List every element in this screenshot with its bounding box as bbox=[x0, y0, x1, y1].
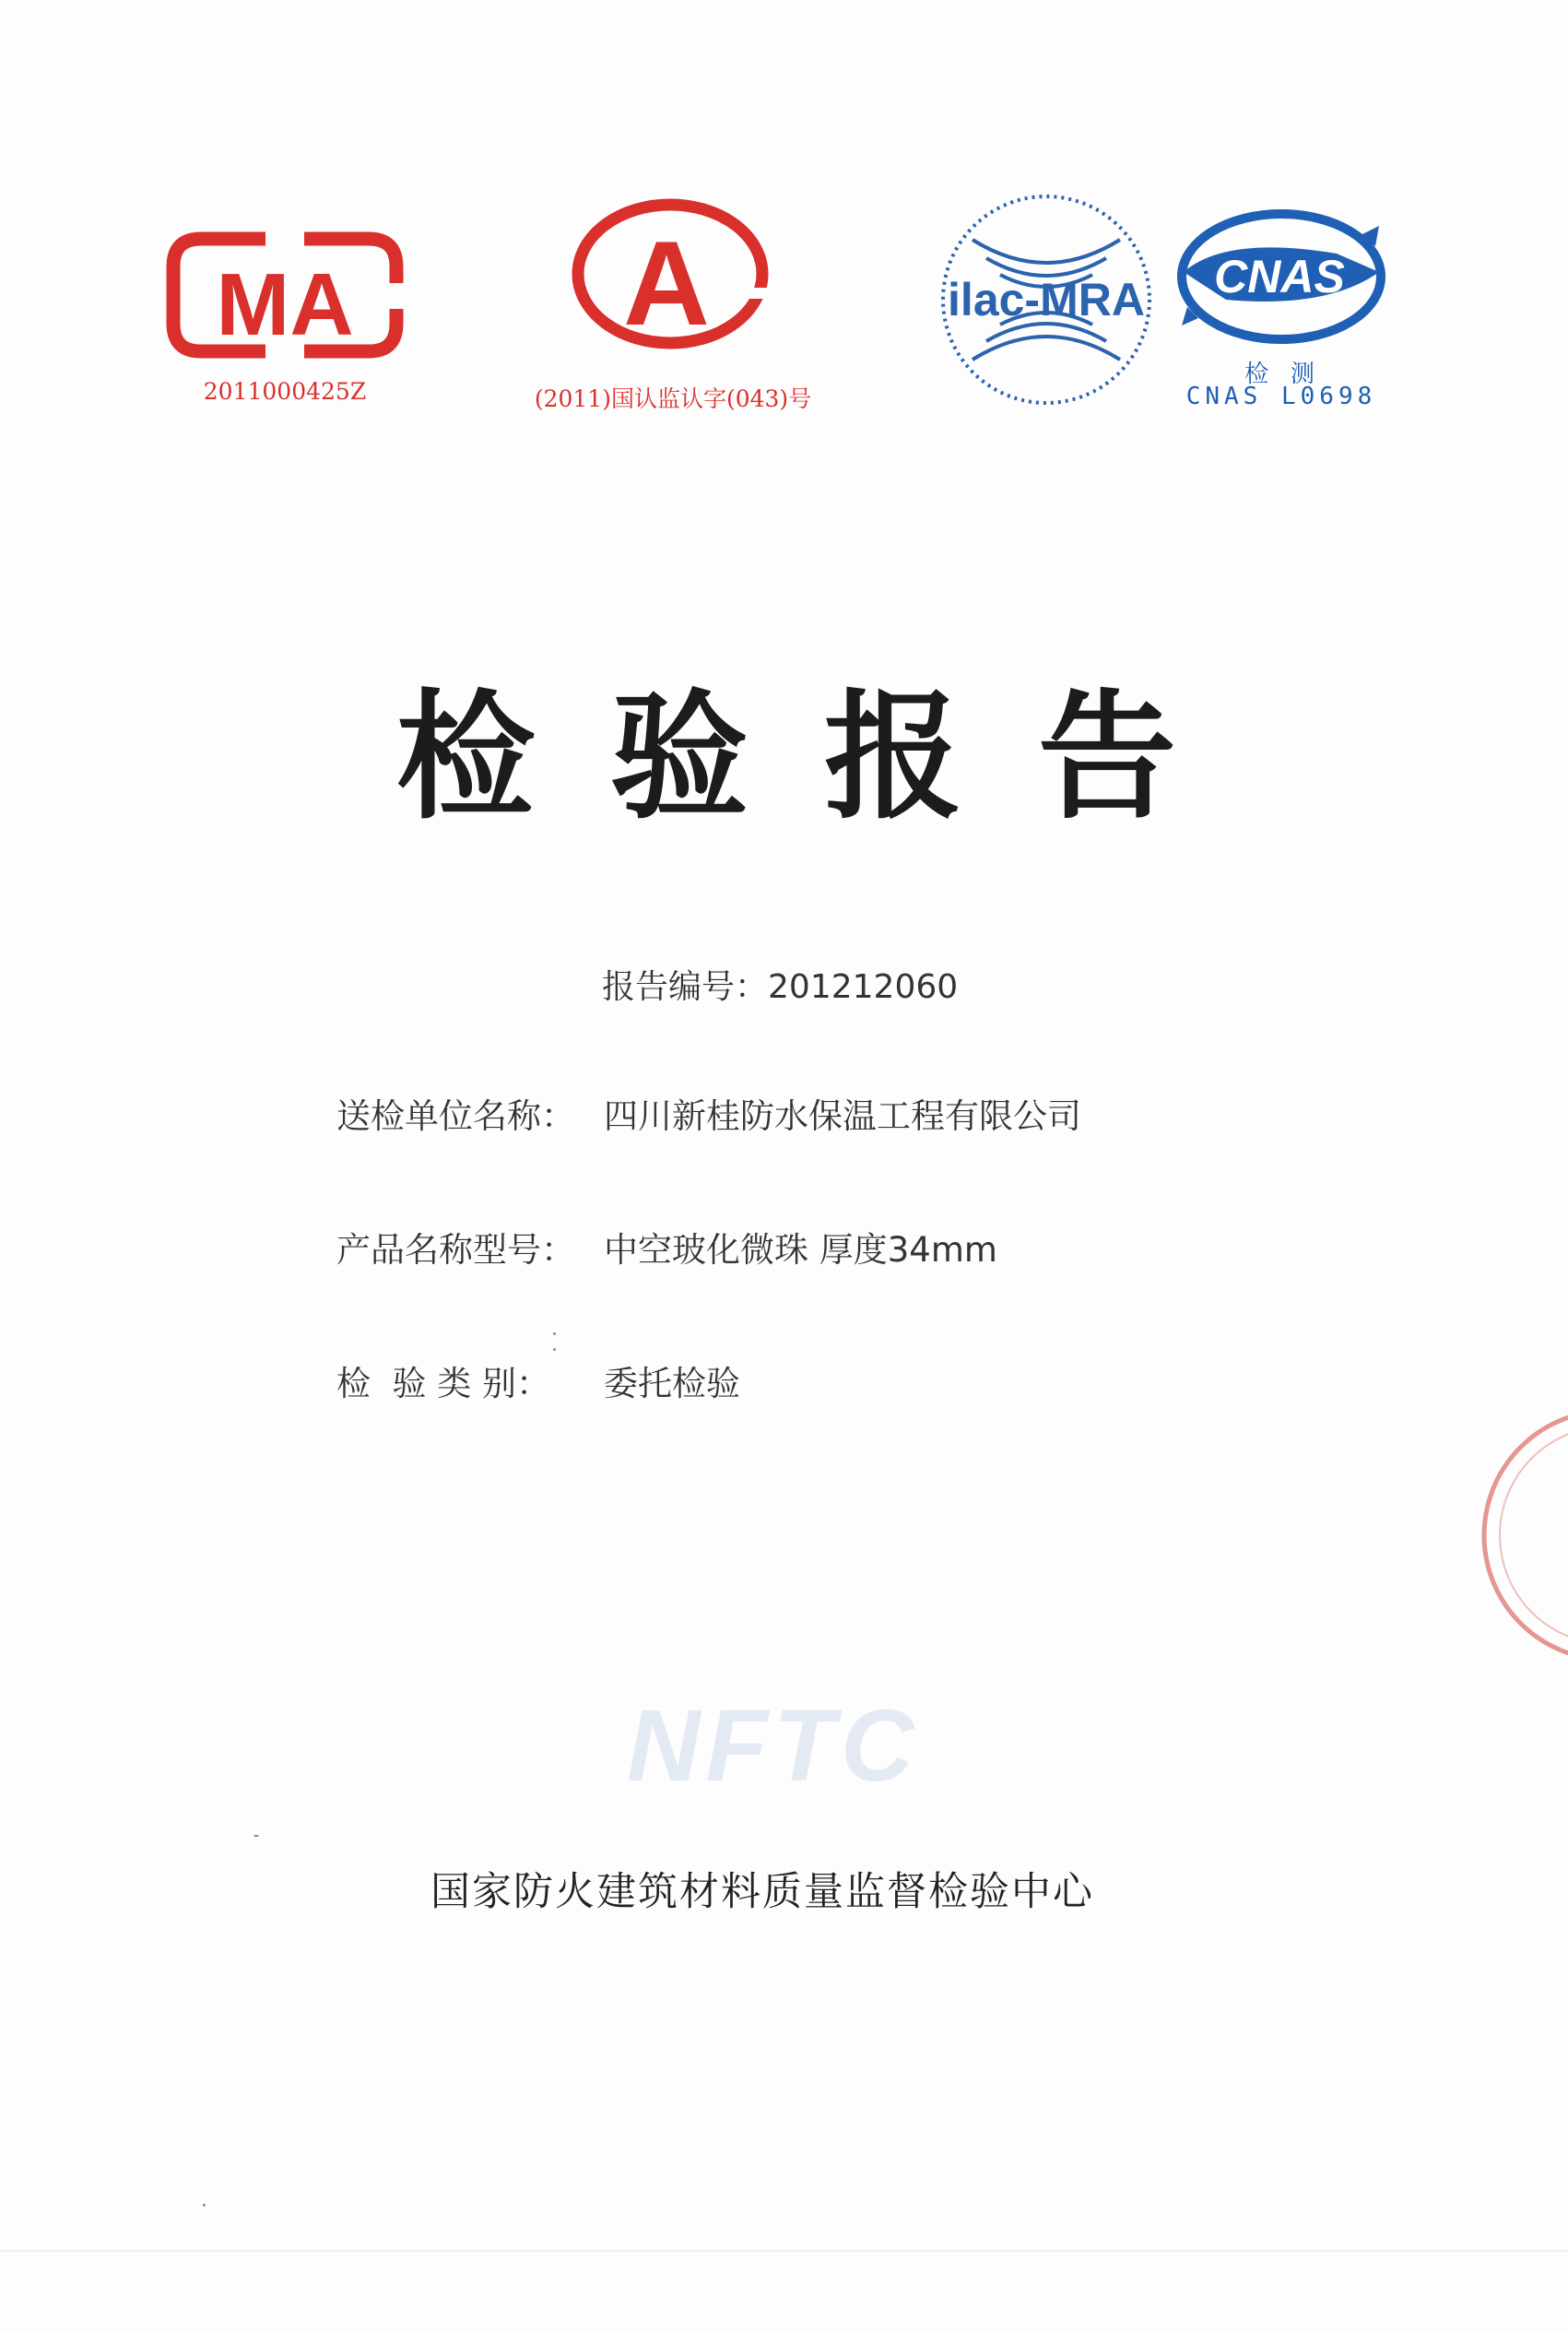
ilac-mra-logo bbox=[936, 184, 1157, 415]
field-value-product: 中空玻化微珠 厚度34mm bbox=[604, 1230, 997, 1270]
ilac-mra-text: ilac-MRA bbox=[948, 274, 1145, 325]
cal-logo-text: A bbox=[623, 216, 710, 350]
report-number-value: 201212060 bbox=[768, 968, 959, 1006]
cma-logo-text: MA bbox=[216, 255, 354, 354]
field-row-inspection-type bbox=[336, 1355, 1258, 1402]
scan-edge-line bbox=[0, 2250, 1568, 2252]
cal-logo bbox=[567, 195, 779, 352]
cnas-logo-text: CNAS bbox=[1214, 251, 1345, 302]
nftc-watermark: NFTC bbox=[627, 1689, 920, 1803]
field-value-client: 四川新桂防水保温工程有限公司 bbox=[604, 1096, 1081, 1136]
scan-speck bbox=[553, 1348, 556, 1351]
scan-speck bbox=[553, 1332, 556, 1335]
field-row-client bbox=[336, 1088, 1258, 1134]
scan-speck bbox=[253, 1835, 259, 1837]
report-number-row bbox=[602, 961, 958, 1008]
field-label-client: 送检单位名称： bbox=[336, 1096, 575, 1136]
cma-logo bbox=[164, 226, 406, 364]
field-value-inspection-type: 委托检验 bbox=[604, 1364, 740, 1403]
field-label-product: 产品名称型号： bbox=[336, 1230, 575, 1270]
cma-caption: 2011000425Z bbox=[203, 378, 367, 405]
report-title: 检验报告 bbox=[396, 678, 1253, 838]
report-number-label: 报告编号： bbox=[602, 968, 769, 1006]
cnas-sub-caption: 检 测 bbox=[1244, 361, 1318, 388]
issuing-organization: 国家防火建筑材料质量监督检验中心 bbox=[430, 1869, 1094, 1915]
field-row-product bbox=[336, 1222, 1258, 1268]
red-seal-fragment bbox=[1470, 1402, 1568, 1669]
cnas-logo bbox=[1171, 198, 1392, 364]
cnas-caption: CNAS L0698 bbox=[1185, 383, 1377, 410]
cal-caption: (2011)国认监认字(043)号 bbox=[534, 385, 812, 412]
field-label-inspection-type: 检 验 类 别： bbox=[336, 1364, 551, 1403]
scan-speck bbox=[203, 2204, 206, 2207]
